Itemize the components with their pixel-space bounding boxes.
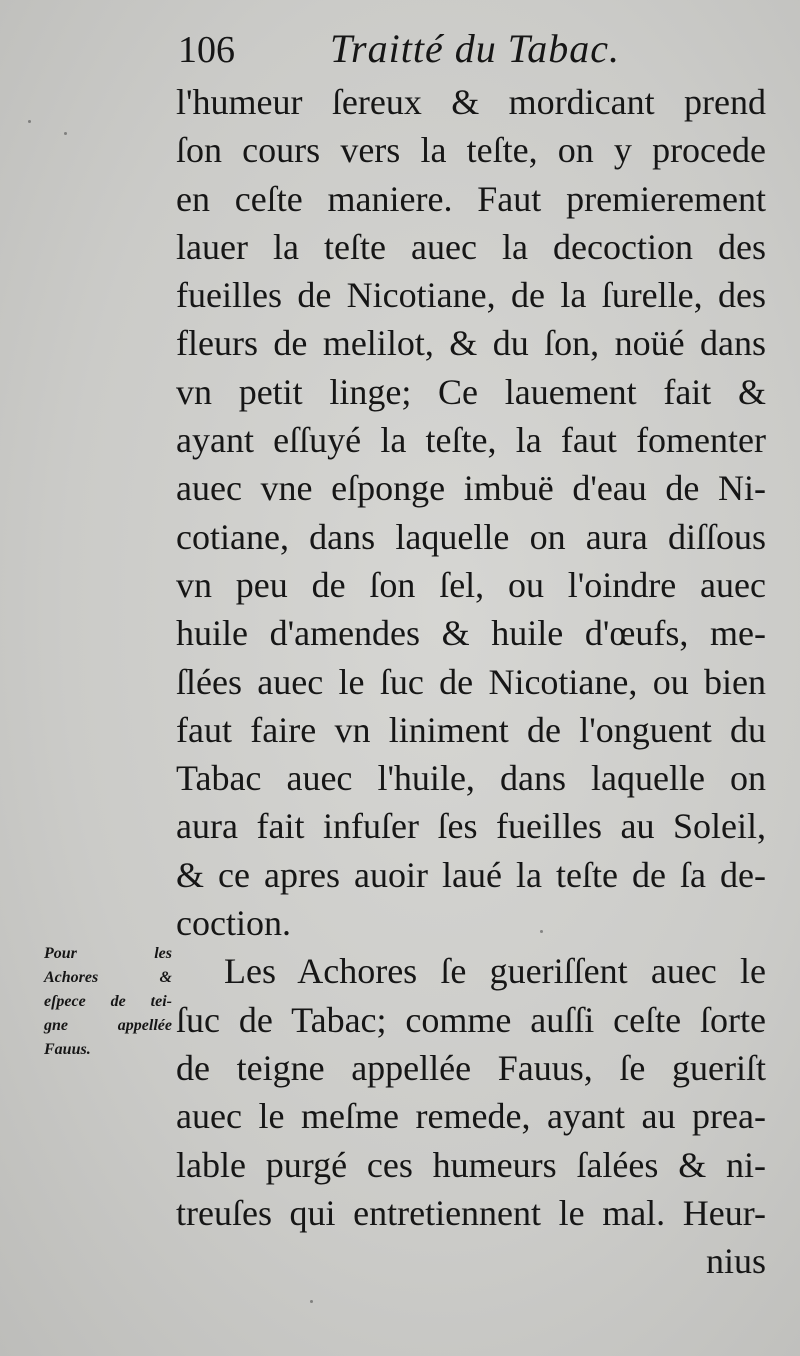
text-line: faut faire vn liniment de l'onguent du (176, 709, 766, 750)
text-line: fleurs de melilot, & du ſon, noüé dans (176, 323, 766, 364)
marginal-note-line: gne appellée (44, 1017, 172, 1034)
text-line: ſlées auec le ſuc de Nicotiane, ou bien (176, 661, 766, 702)
catchword: nius (705, 1241, 766, 1282)
text-line: aura fait infuſer ſes fueilles au Soleil, (176, 806, 766, 847)
page-header (170, 22, 770, 78)
body-text (176, 78, 766, 1285)
text-line: fueilles de Nicotiane, de la ſurelle, des (176, 275, 766, 316)
text-line: ſon cours vers la teſte, on y procede (176, 130, 766, 171)
text-line: huile d'amendes & huile d'œufs, me- (176, 613, 766, 654)
text-line: ayant eſſuyé la teſte, la faut fomenter (176, 420, 766, 461)
marginal-note-line: Fauus. (44, 1041, 91, 1058)
text-line: lauer la teſte auec la decoction des (176, 226, 766, 267)
marginal-note-line: Pour les (44, 945, 172, 962)
text-line: lable purgé ces humeurs ſalées & ni- (176, 1144, 766, 1185)
paper-speck (540, 930, 543, 933)
paper-speck (310, 1300, 313, 1303)
marginal-note-line: Achores & (44, 969, 172, 986)
text-line: auec le meſme remede, ayant au prea- (176, 1096, 766, 1137)
marginal-note-line: eſpece de tei- (44, 993, 172, 1010)
paper-speck (28, 120, 31, 123)
paper-speck (64, 132, 67, 135)
text-line: en ceſte maniere. Faut premierement (176, 178, 766, 219)
text-line: coction. (176, 903, 291, 944)
text-line: ſuc de Tabac; comme auſſi ceſte ſorte (176, 999, 766, 1040)
text-line: vn petit linge; Ce lauement fait & (176, 371, 766, 412)
page-number: 106 (178, 29, 235, 71)
text-line: l'humeur ſereux & mordicant prend (176, 82, 766, 122)
text-line: de teigne appellée Fauus, ſe gueriſt (176, 1047, 766, 1088)
text-line: cotiane, dans laquelle on aura diſſous (176, 516, 766, 557)
text-line: auec vne eſponge imbuë d'eau de Ni- (176, 468, 766, 509)
running-title: Traitté du Tabac. (330, 26, 621, 71)
text-line: treuſes qui entretiennent le mal. Heur- (176, 1192, 766, 1233)
text-line: Les Achores ſe gueriſſent auec le (224, 951, 766, 992)
text-line: & ce apres auoir laué la teſte de ſa de- (176, 854, 766, 895)
text-line: vn peu de ſon ſel, ou l'oindre auec (176, 564, 766, 605)
text-line: Tabac auec l'huile, dans laquelle on (176, 758, 766, 799)
marginal-note (44, 942, 172, 1062)
